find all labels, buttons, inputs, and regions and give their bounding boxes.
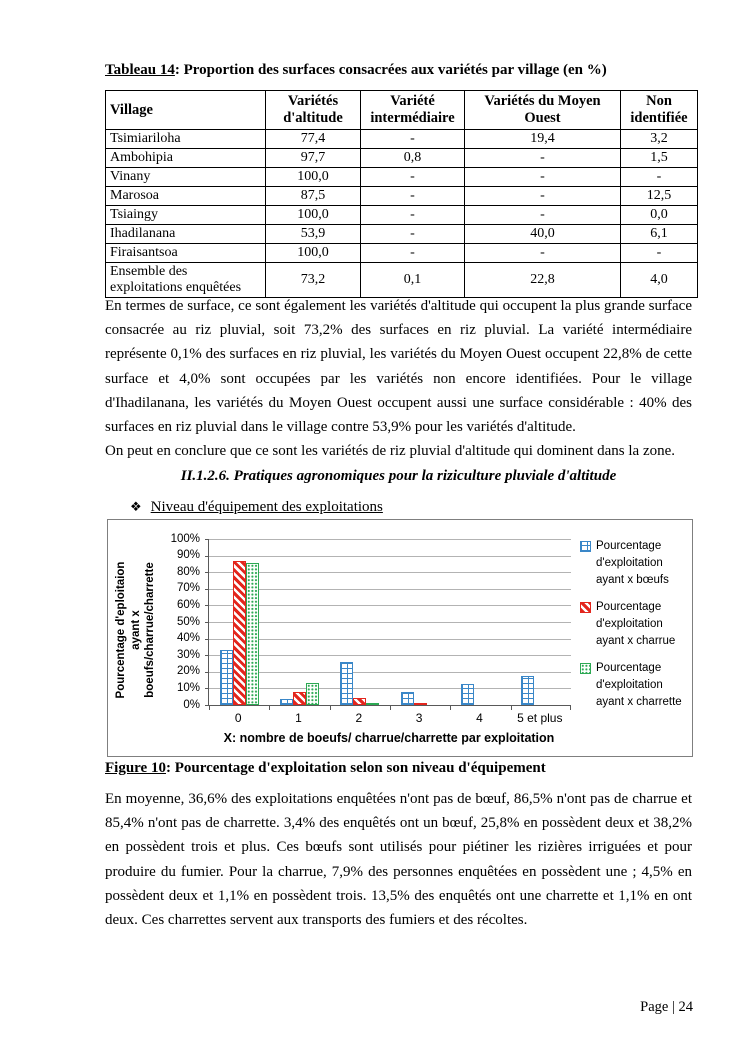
chart-bar xyxy=(461,684,474,705)
chart-bar xyxy=(414,703,427,705)
value-cell: 0,0 xyxy=(621,206,698,225)
table-row xyxy=(106,225,698,244)
value-cell: - xyxy=(361,206,465,225)
chart-bar xyxy=(366,703,379,705)
y-tick-label: 100% xyxy=(170,532,200,545)
bar-group xyxy=(269,683,329,705)
table-row xyxy=(106,187,698,206)
value-cell: 12,5 xyxy=(621,187,698,206)
value-cell: - xyxy=(361,225,465,244)
value-cell: - xyxy=(465,206,621,225)
bullet-line xyxy=(130,499,383,516)
chart-bar xyxy=(353,698,366,705)
village-cell: Ambohipia xyxy=(106,149,266,168)
equipment-bar-chart xyxy=(107,519,693,757)
page-number: Page | 24 xyxy=(640,999,693,1015)
chart-plot-area xyxy=(208,539,571,706)
table-caption-text: : Proportion des surfaces consacrées aux variétés par village (en %) xyxy=(174,62,607,78)
value-cell: 100,0 xyxy=(266,244,361,263)
x-category-label: 2 xyxy=(355,711,363,725)
x-tick-mark xyxy=(209,706,210,710)
paragraph-conclusion: On peut en conclure que ce sont les variétés de riz pluvial d'altitude qui dominent dans la zone. xyxy=(105,443,676,459)
value-cell: 77,4 xyxy=(266,130,361,149)
x-tick-mark xyxy=(390,706,391,710)
y-tick-mark xyxy=(205,539,209,540)
village-cell: Ensemble des exploitations enquêtées xyxy=(106,263,266,298)
legend-swatch xyxy=(580,602,591,613)
paragraph-equipment: En moyenne, 36,6% des exploitations enquêtées n'ont pas de bœuf, 86,5% n'ont pas de charrue et 85,4% n'ont pas de charrette. 3,4% des enquêtés ont un bœuf, 25,8% en possèdent deux et 38,2% en possèdent trois et plus. Ces bœufs sont utilisés pour piétiner les rizières irriguées et pour produire du fumier. Pour la charrue, 7,9% des personnes enquêtées en possèdent une ; 4,5% en possèdent deux et 1,1% en possèdent trois. 13,5% des enquêtés ont une charrette et 1,1% en ont deux. Ces charrettes servent aux transports des fumiers et des récoltes. xyxy=(105,791,692,929)
table-row xyxy=(106,263,698,298)
x-category-label: 3 xyxy=(415,711,423,725)
table-header-cell: Non identifiée xyxy=(621,91,698,130)
x-category-label: 4 xyxy=(476,711,483,725)
value-cell: 97,7 xyxy=(266,149,361,168)
x-category-label: 1 xyxy=(295,711,302,725)
gridline xyxy=(209,556,571,557)
chart-bar xyxy=(280,699,293,705)
bar-group xyxy=(330,662,390,705)
value-cell: - xyxy=(465,244,621,263)
value-cell: 22,8 xyxy=(465,263,621,298)
chart-x-axis-title: X: nombre de boeufs/ charrue/charrette par exploitation xyxy=(223,731,555,745)
chart-y-axis-title: Pourcentage d'eploitaion ayant x boeufs/charrue/charrette xyxy=(115,561,156,699)
table-header-cell: Variétés d'altitude xyxy=(266,91,361,130)
varieties-by-village-table xyxy=(105,90,698,298)
value-cell: 6,1 xyxy=(621,225,698,244)
value-cell: 100,0 xyxy=(266,168,361,187)
legend-swatch xyxy=(580,663,591,674)
table-header-row xyxy=(106,91,698,130)
value-cell: 87,5 xyxy=(266,187,361,206)
y-tick-mark xyxy=(205,556,209,557)
y-tick-label: 50% xyxy=(176,615,200,628)
value-cell: - xyxy=(465,149,621,168)
legend-item xyxy=(580,599,694,650)
village-cell: Ihadilanana xyxy=(106,225,266,244)
chart-bar xyxy=(306,683,319,705)
value-cell: 19,4 xyxy=(465,130,621,149)
value-cell: - xyxy=(361,244,465,263)
legend-label: Pourcentage d'exploitation ayant x charrue xyxy=(596,601,676,647)
chart-bar xyxy=(521,676,534,705)
table-row xyxy=(106,149,698,168)
x-tick-mark xyxy=(330,706,331,710)
chart-y-axis-ticks xyxy=(158,532,204,711)
value-cell: - xyxy=(361,130,465,149)
village-cell: Vinany xyxy=(106,168,266,187)
paragraph-surfaces: En termes de surface, ce sont également les variétés d'altitude qui occupent la plus grande surface consacrée au riz pluvial, soit 73,2% des surfaces en riz pluvial. La variété intermédiaire représente 0,1% des surfaces en riz pluvial, les variétés du Moyen Ouest occupent 22,8% de cette surface et 4,0% sont occupées par les variétés non encore identifiées. Pour le village d'Ihadilanana, les variétés du Moyen Ouest occupent aussi une surface considérable : 40% des surfaces en riz pluvial dans le village contre 53,9% pour les variétés d'altitude. xyxy=(105,298,692,436)
x-tick-mark xyxy=(450,706,451,710)
x-tick-mark xyxy=(511,706,512,710)
value-cell: - xyxy=(621,244,698,263)
value-cell: 1,5 xyxy=(621,149,698,168)
value-cell: 0,1 xyxy=(361,263,465,298)
value-cell: - xyxy=(361,168,465,187)
table-row xyxy=(106,206,698,225)
y-tick-label: 60% xyxy=(176,598,200,611)
value-cell: 40,0 xyxy=(465,225,621,244)
value-cell: 4,0 xyxy=(621,263,698,298)
village-cell: Marosoa xyxy=(106,187,266,206)
value-cell: 53,9 xyxy=(266,225,361,244)
y-tick-label: 10% xyxy=(176,681,200,694)
x-category-label: 5 et plus xyxy=(517,711,563,725)
y-tick-label: 20% xyxy=(176,665,200,678)
x-tick-mark xyxy=(269,706,270,710)
y-tick-label: 80% xyxy=(176,565,200,578)
y-tick-label: 0% xyxy=(183,698,200,711)
legend-item xyxy=(580,660,694,711)
figure-caption-label: Figure 10 xyxy=(105,760,166,776)
figure-caption-text: : Pourcentage d'exploitation selon son niveau d'équipement xyxy=(165,760,546,776)
chart-legend xyxy=(580,538,694,721)
chart-bar xyxy=(401,692,414,705)
chart-bar xyxy=(293,692,306,705)
value-cell: 73,2 xyxy=(266,263,361,298)
table-row xyxy=(106,168,698,187)
chart-bar xyxy=(220,650,233,705)
figure-caption xyxy=(105,760,546,777)
table-header-cell: Village xyxy=(106,91,266,130)
bar-group xyxy=(511,676,571,705)
value-cell: - xyxy=(621,168,698,187)
table-header-cell: Variété intermédiaire xyxy=(361,91,465,130)
bar-group xyxy=(390,692,450,705)
legend-swatch xyxy=(580,541,591,552)
diamond-bullet-icon: ❖ xyxy=(130,499,142,514)
x-category-label: 0 xyxy=(234,711,242,725)
legend-label: Pourcentage d'exploitation ayant x charrette xyxy=(596,662,682,708)
value-cell: - xyxy=(465,168,621,187)
bullet-text: Niveau d'équipement des exploitations xyxy=(150,499,383,515)
gridline xyxy=(209,539,571,540)
y-tick-label: 70% xyxy=(176,582,200,595)
table-header-cell: Variétés du Moyen Ouest xyxy=(465,91,621,130)
village-cell: Tsiaingy xyxy=(106,206,266,225)
y-tick-label: 90% xyxy=(176,549,200,562)
table-row xyxy=(106,244,698,263)
table-caption-label: Tableau 14 xyxy=(105,62,175,78)
table-caption xyxy=(105,62,695,79)
value-cell: 0,8 xyxy=(361,149,465,168)
chart-bar xyxy=(233,561,246,705)
legend-label: Pourcentage d'exploitation ayant x bœufs xyxy=(596,540,669,586)
value-cell: 100,0 xyxy=(266,206,361,225)
y-tick-label: 30% xyxy=(176,648,200,661)
village-cell: Tsimiariloha xyxy=(106,130,266,149)
x-tick-mark xyxy=(570,706,571,710)
value-cell: - xyxy=(361,187,465,206)
legend-item xyxy=(580,538,694,589)
table-row xyxy=(106,130,698,149)
bar-group xyxy=(450,684,510,705)
bar-group xyxy=(209,561,269,705)
chart-bar xyxy=(246,563,259,705)
chart-x-axis-ticks xyxy=(208,711,570,725)
chart-bar xyxy=(340,662,353,705)
y-tick-label: 40% xyxy=(176,632,200,645)
section-heading: II.1.2.6. Pratiques agronomiques pour la riziculture pluviale d'altitude xyxy=(180,468,617,484)
value-cell: - xyxy=(465,187,621,206)
value-cell: 3,2 xyxy=(621,130,698,149)
village-cell: Firaisantsoa xyxy=(106,244,266,263)
